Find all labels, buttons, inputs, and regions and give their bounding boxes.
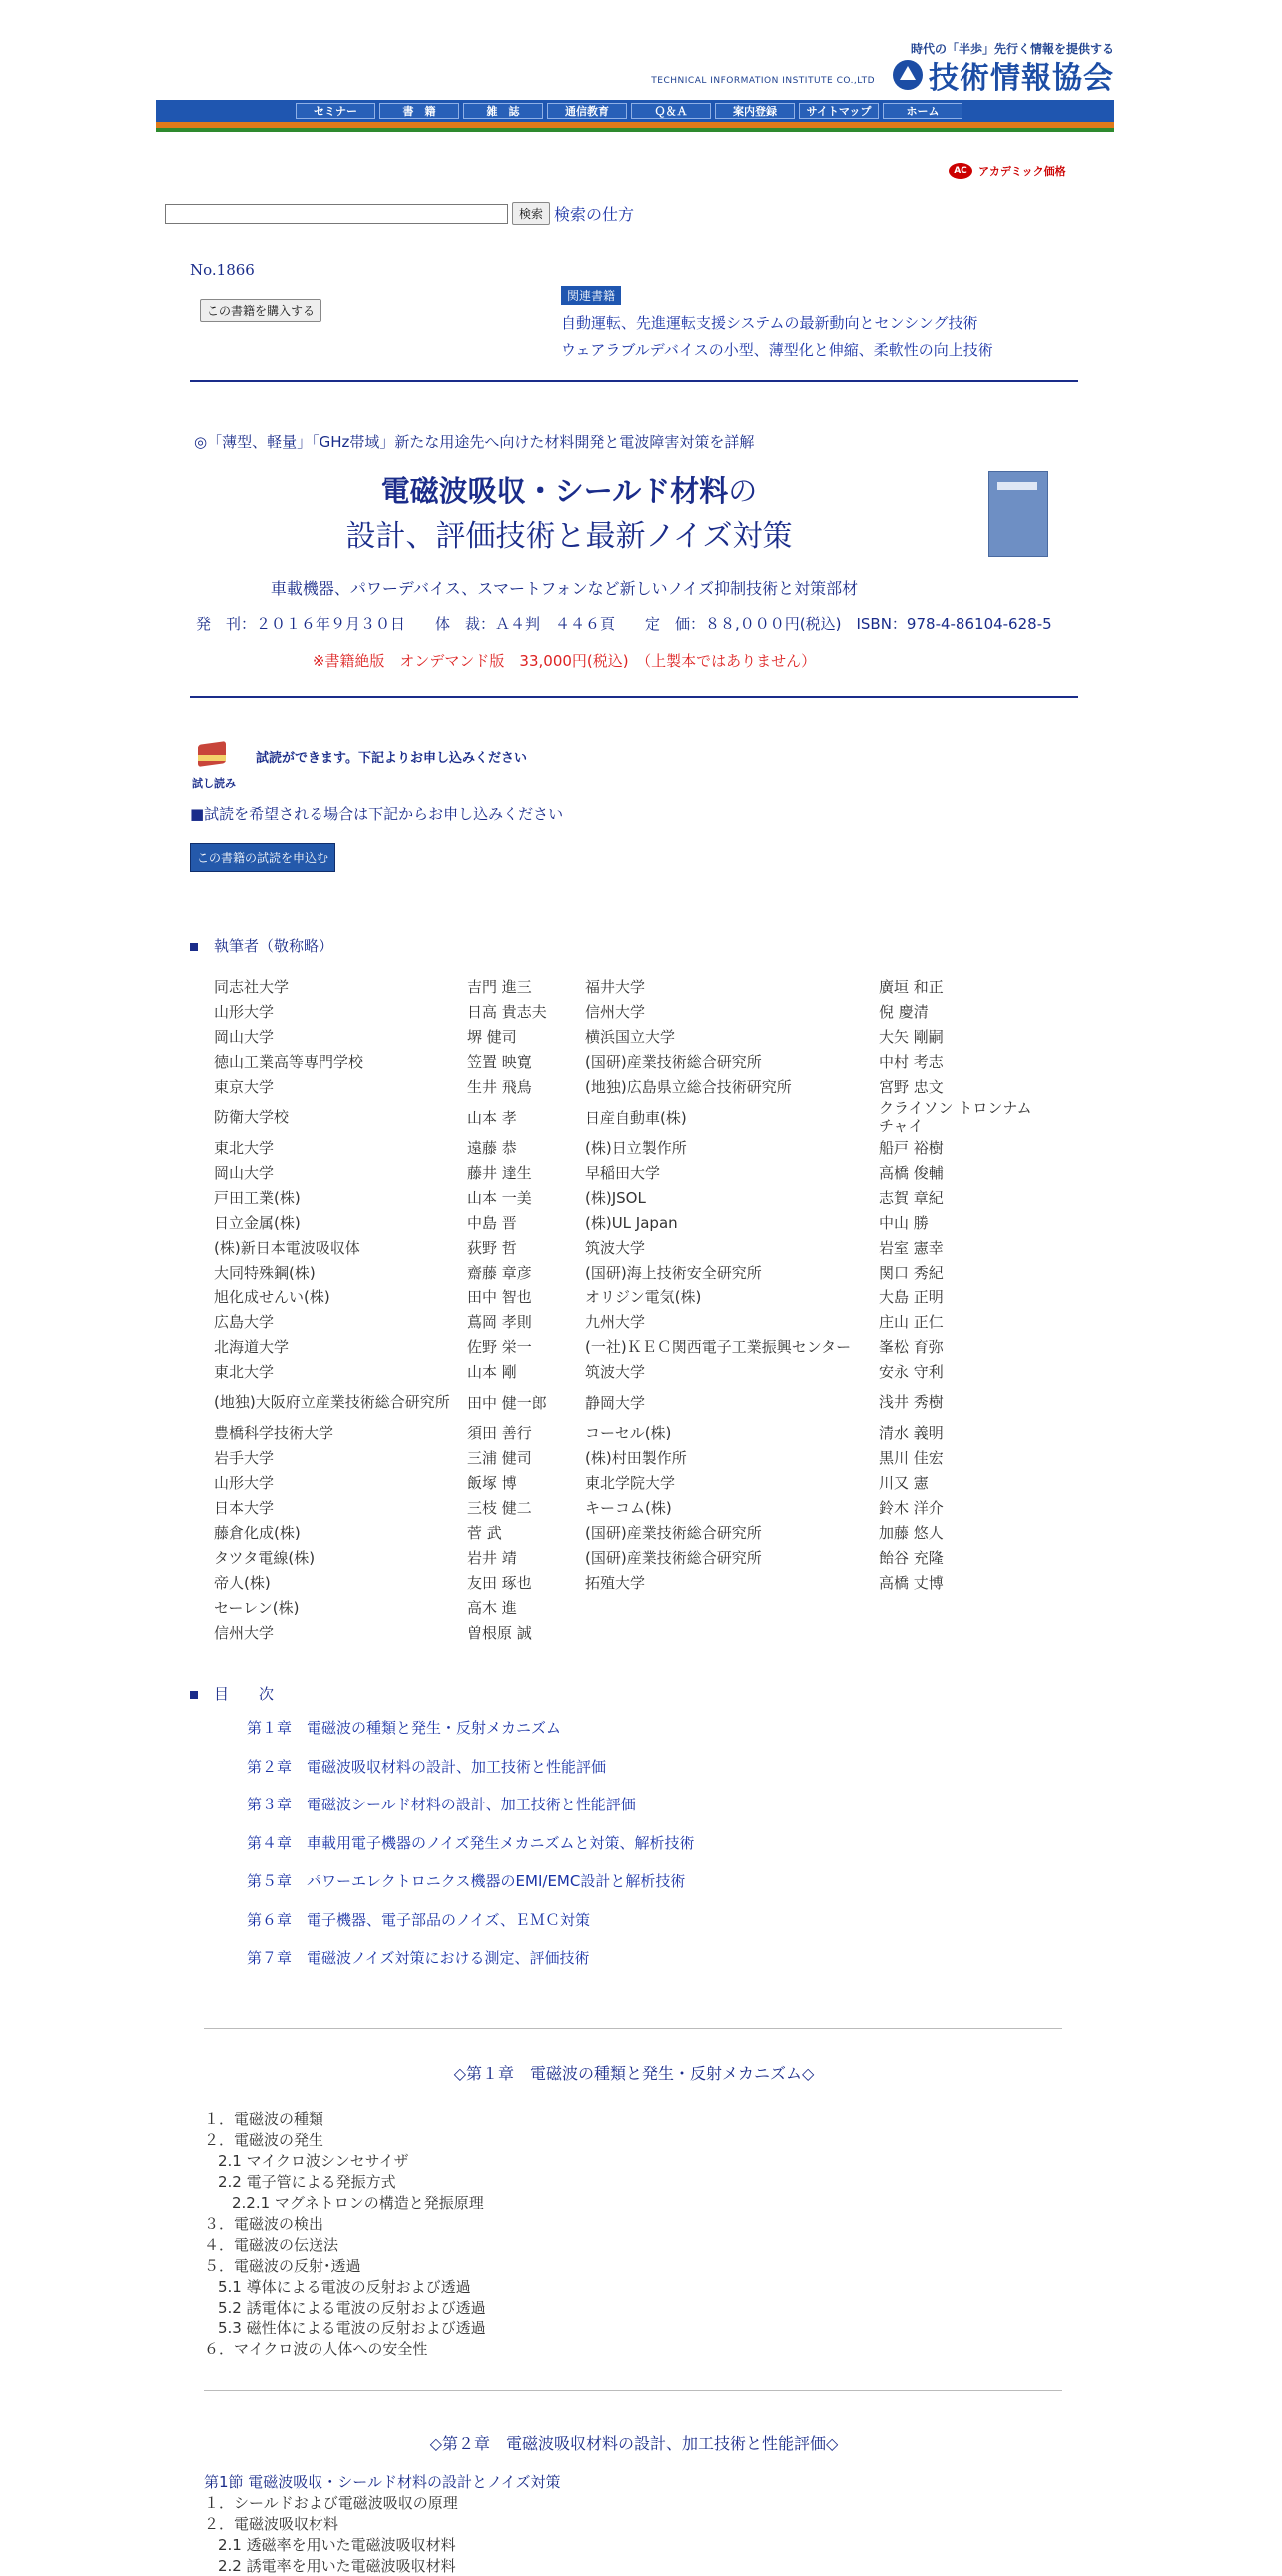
author-affiliation: (国研)産業技術総合研究所 [585, 1549, 762, 1567]
nav-home[interactable]: ホーム [883, 103, 962, 119]
trial-read-text: 試読ができます。下記よりお申し込みください [256, 750, 527, 766]
author-affiliation: セーレン(株) [214, 1598, 300, 1617]
author-affiliation: 日立金属(株) [214, 1213, 301, 1232]
contents-item: ５．電磁波の反射･透過 [204, 2257, 361, 2275]
author-name: 清水 義明 [879, 1423, 944, 1442]
author-name: 志賀 章紀 [879, 1188, 944, 1207]
logo-text: 技術情報協会 [929, 61, 1114, 96]
author-row [214, 1160, 1048, 1185]
search-button[interactable]: 検索 [512, 202, 550, 225]
search-help-link[interactable]: 検索の仕方 [554, 205, 635, 224]
author-row [214, 1620, 1048, 1645]
author-name: 中村 考志 [879, 1052, 944, 1071]
author-affiliation: (国研)海上技術安全研究所 [585, 1264, 762, 1282]
chapter-divider [204, 2028, 1062, 2029]
author-name: 佐野 栄一 [467, 1338, 532, 1356]
contents-item: １．電磁波の種類 [204, 2110, 324, 2128]
author-affiliation: 福井大学 [585, 978, 646, 996]
author-row [214, 1024, 1048, 1049]
author-row [214, 974, 1048, 999]
bullet-square [190, 943, 198, 951]
trial-icon-caption: 試し読み [192, 777, 236, 790]
author-name: 藤井 達生 [467, 1164, 532, 1182]
search-bar [165, 202, 634, 225]
book-number: No.1866 [190, 261, 255, 279]
author-name: 三浦 健司 [467, 1449, 532, 1467]
contents-item: 2.2.1 マグネトロンの構造と発振原理 [232, 2194, 484, 2212]
author-name: 遠藤 恭 [467, 1139, 517, 1157]
trial-request-button[interactable]: この書籍の試読を申込む [190, 843, 335, 872]
cover-label [997, 482, 1037, 490]
author-row [214, 1384, 1048, 1420]
author-affiliation: (地独)大阪府立産業技術総合研究所 [214, 1393, 450, 1411]
divider [190, 380, 1078, 382]
author-row [214, 1520, 1048, 1545]
author-affiliation: (株)新日本電波吸収体 [214, 1238, 360, 1257]
toc-link[interactable]: 第４章 車載用電子機器のノイズ発生メカニズムと対策、解析技術 [247, 1833, 695, 1852]
book-subtitle: 車載機器、パワーデバイス、スマートフォンなど新しいノイズ抑制技術と対策部材 [270, 579, 859, 598]
trial-read-note: ■試読を希望される場合は下記からお申し込みください [190, 805, 564, 823]
author-row [214, 1285, 1048, 1309]
author-name: 笠置 映寛 [467, 1053, 532, 1071]
author-name: 中山 勝 [879, 1213, 929, 1232]
author-affiliation: 防衛大学校 [214, 1108, 290, 1126]
author-row [214, 999, 1048, 1024]
main-nav [296, 103, 962, 119]
contents-item: ６．マイクロ波の人体への安全性 [204, 2340, 428, 2358]
ondemand-notice: ※書籍絶版 オンデマンド版 33,000円(税込) （上製本ではありません） [312, 652, 817, 670]
bullet-square [190, 1691, 198, 1699]
contents-item: 2.1 透磁率を用いた電磁波吸収材料 [218, 2536, 456, 2554]
nav-magazine[interactable]: 雑 誌 [463, 103, 543, 119]
author-affiliation: (国研)産業技術総合研究所 [585, 1053, 762, 1071]
author-name: 高橋 丈博 [879, 1573, 944, 1592]
author-affiliation: 山形大学 [214, 1002, 275, 1021]
author-name: 三枝 健二 [467, 1499, 532, 1517]
buy-book-button[interactable]: この書籍を購入する [200, 299, 321, 322]
author-row [214, 1049, 1048, 1074]
author-name: 関口 秀紀 [879, 1263, 944, 1282]
toc-link[interactable]: 第２章 電磁波吸収材料の設計、加工技術と性能評価 [247, 1757, 607, 1776]
author-row [214, 1309, 1048, 1334]
author-affiliation: 信州大学 [214, 1623, 275, 1642]
author-name: 加藤 悠人 [879, 1523, 944, 1542]
author-name: 山本 孝 [467, 1108, 517, 1127]
nav-registration[interactable]: 案内登録 [715, 103, 795, 119]
header-tagline: 時代の「半歩」先行く情報を提供する [910, 42, 1114, 56]
author-affiliation: 徳山工業高等専門学校 [214, 1052, 364, 1071]
chapter1-contents [204, 2108, 486, 2359]
author-affiliation: (一社)ＫＥＣ関西電子工業振興センター [585, 1338, 852, 1356]
related-books-badge: 関連書籍 [561, 286, 621, 305]
author-affiliation: キーコム(株) [585, 1499, 672, 1517]
author-affiliation: 藤倉化成(株) [214, 1523, 301, 1542]
author-name: 飴谷 充隆 [879, 1548, 944, 1567]
chapter2-title: ◇第２章 電磁波吸収材料の設計、加工技術と性能評価◇ [429, 2434, 839, 2453]
author-row [214, 1445, 1048, 1470]
contents-item: 5.3 磁性体による電波の反射および透過 [218, 2319, 486, 2337]
nav-stripe-green [156, 128, 1114, 132]
author-row [214, 1570, 1048, 1595]
toc-link[interactable]: 第７章 電磁波ノイズ対策における測定、評価技術 [247, 1949, 590, 1967]
toc-link[interactable]: 第３章 電磁波シールド材料の設計、加工技術と性能評価 [247, 1796, 636, 1813]
nav-qa[interactable]: Ｑ＆Ａ [631, 103, 711, 119]
author-affiliation: 東北大学 [214, 1138, 275, 1157]
author-affiliation: 筑波大学 [585, 1363, 646, 1381]
contents-item: 5.1 導体による電波の反射および透過 [218, 2278, 471, 2296]
toc-link[interactable]: 第１章 電磁波の種類と発生・反射メカニズム [247, 1719, 562, 1737]
academic-icon: AC [949, 163, 972, 179]
contents-item: ２．電磁波吸収材料 [204, 2515, 339, 2533]
contents-item: 2.2 誘電率を用いた電磁波吸収材料 [218, 2557, 456, 2575]
author-row [214, 1074, 1048, 1099]
contents-item: 2.2 電子管による発振方式 [218, 2173, 396, 2191]
author-name: 峯松 育弥 [879, 1337, 944, 1356]
author-affiliation: 東北学院大学 [585, 1474, 676, 1492]
author-name: 大島 正明 [879, 1288, 944, 1306]
related-book-link[interactable]: 自動運転、先進運転支援システムの最新動向とセンシング技術 [561, 314, 978, 332]
site-logo[interactable] [893, 56, 1114, 94]
author-row [214, 1495, 1048, 1520]
author-affiliation: 岡山大学 [214, 1027, 275, 1046]
author-affiliation: 日本大学 [214, 1498, 275, 1517]
book-title-line1 [190, 469, 949, 510]
company-english-name: TECHNICAL INFORMATION INSTITUTE CO.,LTD [651, 76, 875, 86]
author-affiliation: 大同特殊鋼(株) [214, 1263, 316, 1282]
contents-item: 2.1 マイクロ波シンセサイザ [218, 2152, 409, 2170]
toc-list [247, 1717, 695, 1986]
author-row [214, 1470, 1048, 1495]
contents-item: １．シールドおよび電磁波吸収の原理 [204, 2494, 458, 2512]
author-affiliation: 戸田工業(株) [214, 1188, 301, 1207]
author-name: 荻野 哲 [467, 1239, 517, 1257]
author-row [214, 1185, 1048, 1210]
author-affiliation: 拓殖大学 [585, 1574, 646, 1592]
author-name: 川又 憲 [879, 1473, 929, 1492]
academic-price-label: アカデミック価格 [978, 165, 1066, 178]
author-name: 浅井 秀樹 [879, 1393, 944, 1411]
author-affiliation: 山形大学 [214, 1473, 275, 1492]
author-affiliation: 筑波大学 [585, 1239, 646, 1257]
book-cover-image[interactable] [988, 471, 1048, 557]
author-name: 須田 善行 [467, 1424, 532, 1442]
author-name: 廣垣 和正 [879, 977, 944, 996]
author-name: 蔦岡 孝則 [467, 1313, 532, 1331]
author-affiliation: (株)日立製作所 [585, 1139, 687, 1157]
search-input[interactable] [165, 204, 508, 224]
author-name: 鈴木 洋介 [879, 1498, 944, 1517]
author-name: 安永 守利 [879, 1362, 944, 1381]
author-affiliation: 九州大学 [585, 1313, 646, 1331]
author-name: 飯塚 博 [467, 1474, 517, 1492]
author-affiliation: 岡山大学 [214, 1163, 275, 1182]
author-name: 船戸 裕樹 [879, 1138, 944, 1157]
author-name: 友田 琢也 [467, 1574, 532, 1592]
author-affiliation: 東北大学 [214, 1362, 275, 1381]
author-name: 菅 武 [467, 1524, 502, 1542]
author-name: 吉門 進三 [467, 978, 532, 996]
author-name: クライソン トロンナム チャイ [879, 1099, 1032, 1135]
author-affiliation: 帝人(株) [214, 1573, 271, 1592]
author-affiliation: 旭化成せんい(株) [214, 1288, 330, 1306]
author-affiliation: 横浜国立大学 [585, 1028, 676, 1046]
author-name: 日高 貴志夫 [467, 1003, 547, 1021]
author-affiliation: (国研)産業技術総合研究所 [585, 1524, 762, 1542]
book-icon [194, 741, 230, 771]
author-affiliation: 信州大学 [585, 1003, 646, 1021]
academic-price-link[interactable] [949, 163, 1066, 179]
author-name: 曽根原 誠 [467, 1624, 532, 1642]
author-row [214, 1359, 1048, 1384]
chapter-divider [204, 2390, 1062, 2391]
author-name: 岩室 憲幸 [879, 1238, 944, 1257]
trial-read-banner [194, 741, 527, 771]
book-title-bold: 電磁波吸収・シールド材料 [380, 474, 729, 508]
author-name: 高木 進 [467, 1599, 517, 1617]
author-name: 田中 智也 [467, 1288, 532, 1306]
contents-item: ３．電磁波の検出 [204, 2215, 324, 2233]
author-name: 岩井 靖 [467, 1549, 517, 1567]
author-affiliation: 早稲田大学 [585, 1164, 661, 1182]
divider [190, 696, 1078, 698]
author-name: 黒川 佳宏 [879, 1448, 944, 1467]
author-affiliation: (株)村田製作所 [585, 1449, 687, 1467]
author-row [214, 1595, 1048, 1620]
author-row [214, 1135, 1048, 1160]
nav-seminar[interactable]: セミナー [296, 103, 375, 119]
author-name: 田中 健一郎 [467, 1393, 547, 1412]
author-name: 山本 剛 [467, 1363, 517, 1381]
author-row [214, 1420, 1048, 1445]
author-affiliation: 静岡大学 [585, 1393, 646, 1412]
author-row [214, 1235, 1048, 1260]
author-row [214, 1334, 1048, 1359]
author-affiliation: 岩手大学 [214, 1448, 275, 1467]
publication-info: 発 刊：２０１６年９月３０日 体 裁：Ａ４判 ４４６頁 定 価：８８,０００円(税込) ISBN：978-4-86104-628-5 [196, 615, 1052, 633]
author-name: 庄山 正仁 [879, 1312, 944, 1331]
author-affiliation: 北海道大学 [214, 1337, 290, 1356]
chapter2-contents [204, 2471, 561, 2576]
book-title-suffix: の [728, 474, 758, 508]
toc-link[interactable]: 第６章 電子機器、電子部品のノイズ、ＥＭＣ対策 [247, 1910, 590, 1929]
book-lead: ◎「薄型、軽量」「GHz帯域」新たな用途先へ向けた材料開発と電波障害対策を詳解 [194, 433, 755, 451]
logo-mark-icon [893, 60, 923, 90]
author-row [214, 1210, 1048, 1235]
chapter1-title: ◇第１章 電磁波の種類と発生・反射メカニズム◇ [453, 2064, 815, 2083]
authors-heading [190, 935, 333, 956]
author-affiliation: 同志社大学 [214, 977, 290, 996]
author-name: 山本 一美 [467, 1189, 532, 1207]
section-heading: 第1節 電磁波吸収・シールド材料の設計とノイズ対策 [204, 2473, 561, 2491]
author-name: 中島 晋 [467, 1214, 517, 1232]
book-title-line2: 設計、評価技術と最新ノイズ対策 [345, 519, 793, 554]
author-affiliation: コーセル(株) [585, 1424, 672, 1442]
author-affiliation: タツタ電線(株) [214, 1548, 316, 1567]
author-row [214, 1260, 1048, 1285]
contents-item: ４．電磁波の伝送法 [204, 2236, 339, 2254]
author-name: 高橋 俊輔 [879, 1163, 944, 1182]
author-name: 生井 飛鳥 [467, 1078, 532, 1096]
author-row [214, 1545, 1048, 1570]
site-header [156, 0, 1114, 140]
author-affiliation: (株)JSOL [585, 1189, 646, 1207]
author-row [214, 1099, 1048, 1135]
nav-books[interactable]: 書 籍 [379, 103, 459, 119]
nav-sitemap[interactable]: サイトマップ [799, 103, 879, 119]
author-name: 宮野 忠文 [879, 1077, 944, 1096]
contents-item: 5.2 誘電体による電波の反射および透過 [218, 2299, 486, 2317]
author-name: 倪 慶清 [879, 1002, 929, 1021]
nav-correspondence[interactable]: 通信教育 [547, 103, 627, 119]
author-affiliation: (株)UL Japan [585, 1214, 678, 1232]
author-affiliation: 広島大学 [214, 1312, 275, 1331]
author-affiliation: オリジン電気(株) [585, 1288, 702, 1306]
author-name: 大矢 剛嗣 [879, 1027, 944, 1046]
related-book-link[interactable]: ウェアラブルデバイスの小型、薄型化と伸縮、柔軟性の向上技術 [561, 341, 993, 359]
author-affiliation: (地独)広島県立総合技術研究所 [585, 1078, 792, 1096]
related-books-list [561, 310, 993, 364]
toc-link[interactable]: 第５章 パワーエレクトロニクス機器のEMI/EMC設計と解析技術 [247, 1872, 686, 1890]
author-name: 齋藤 章彦 [467, 1264, 532, 1282]
authors-heading-text: 執筆者（敬称略） [214, 937, 334, 955]
contents-item: ２．電磁波の発生 [204, 2131, 324, 2149]
authors-table [214, 974, 1048, 1645]
toc-heading-text: 目 次 [214, 1685, 275, 1703]
author-name: 堺 健司 [467, 1028, 517, 1046]
author-affiliation: 東京大学 [214, 1077, 275, 1096]
author-affiliation: 日産自動車(株) [585, 1108, 687, 1127]
toc-heading [190, 1683, 274, 1704]
author-affiliation: 豊橋科学技術大学 [214, 1423, 334, 1442]
